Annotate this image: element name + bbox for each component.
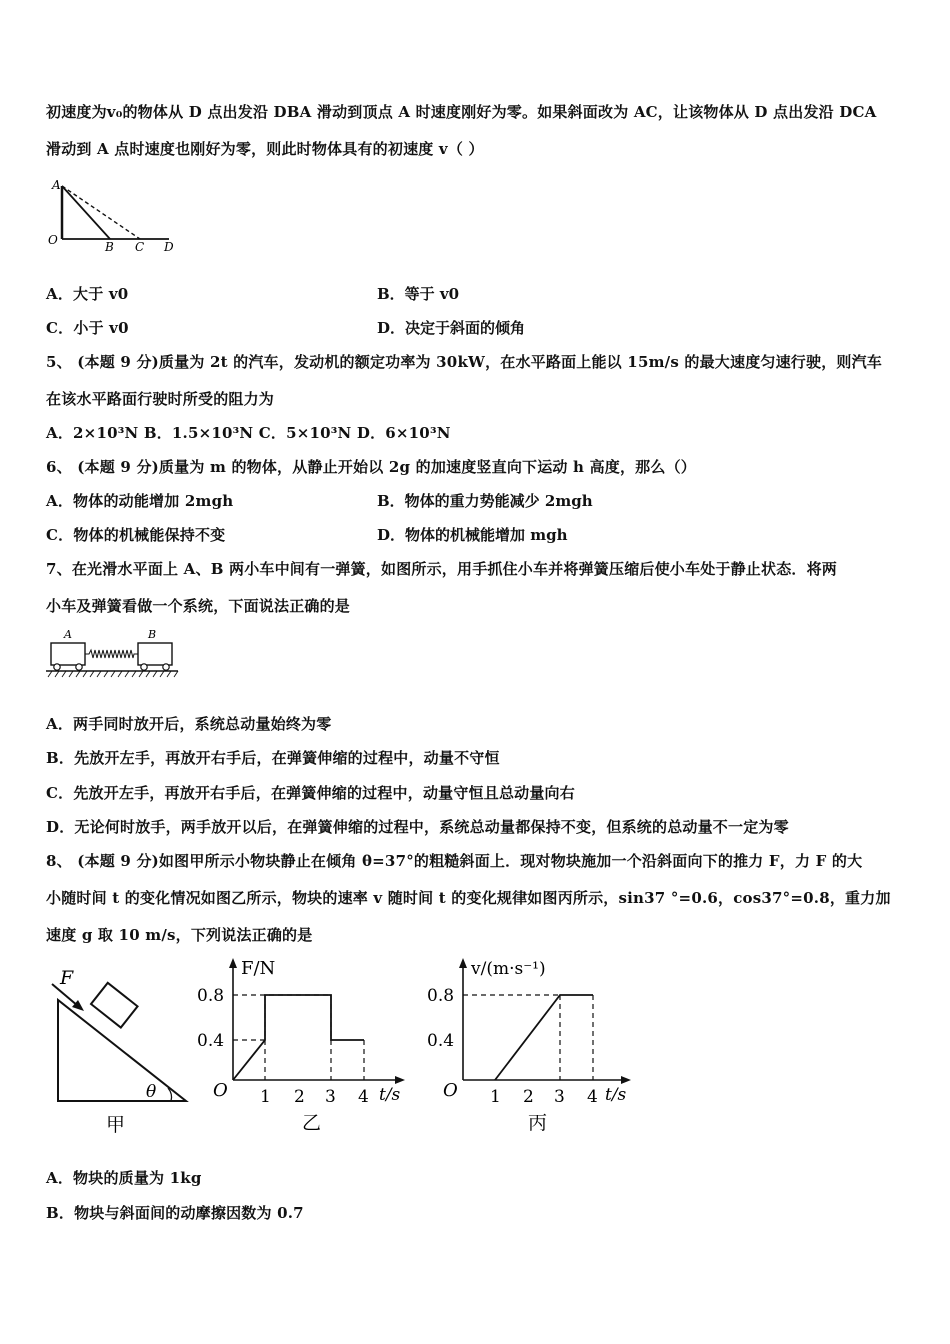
q8-yi-xtick-2: 3 bbox=[325, 1087, 336, 1107]
q4-label-A: A bbox=[52, 178, 61, 192]
q8-bing-series-line bbox=[495, 995, 593, 1080]
q4-stem-line1: 初速度为v₀的物体从 D 点出发沿 DBA 滑动到顶点 A 时速度刚好为零。如果斜面改为 AC，让该物体从 D 点出发沿 DCA bbox=[46, 103, 877, 121]
q7-option-a: A．两手同时放开后，系统总动量始终为零 bbox=[46, 715, 332, 733]
q8-yi-origin: O bbox=[213, 1080, 228, 1101]
q4-incline-figure bbox=[44, 175, 184, 255]
q8-yi-xtick-1: 2 bbox=[294, 1087, 305, 1107]
q8-fig-bing bbox=[425, 950, 645, 1140]
q8-bing-xlabel: t/s bbox=[605, 1085, 627, 1105]
q4-label-O: O bbox=[48, 233, 58, 247]
q8-jia-force-label: F bbox=[60, 967, 74, 989]
q8-bing-xtick-3: 4 bbox=[587, 1087, 598, 1107]
q8-stem-line2: 小随时间 t 的变化情况如图乙所示，物块的速率 v 随时间 t 的变化规律如图丙所示，sin37 °=0.6，cos37°=0.8，重力加 bbox=[46, 889, 891, 907]
q8-yi-xlabel: t/s bbox=[379, 1085, 401, 1105]
q8-yi-xtick-0: 1 bbox=[260, 1087, 271, 1107]
q4-stem-line2: 滑动到 A 点时速度也刚好为零，则此时物体具有的初速度 v（ ） bbox=[46, 140, 484, 158]
q7-label-B: B bbox=[148, 628, 157, 641]
q8-bing-origin: O bbox=[443, 1080, 458, 1101]
q6-stem: 6、 (本题 9 分)质量为 m 的物体，从静止开始以 2g 的加速度竖直向下运动 h 高度，那么（） bbox=[46, 458, 696, 476]
q8-bing-caption: 丙 bbox=[528, 1112, 548, 1134]
q8-bing-ytick-0: 0.8 bbox=[427, 986, 455, 1006]
q4-label-C: C bbox=[135, 240, 145, 254]
q4-option-d: D．决定于斜面的倾角 bbox=[377, 319, 526, 337]
q8-bing-xtick-1: 2 bbox=[523, 1087, 534, 1107]
q8-fig-jia bbox=[40, 960, 200, 1140]
q5-options: A．2×10³N B．1.5×10³N C．5×10³N D．6×10³N bbox=[46, 424, 451, 442]
q8-stem-line1: 8、 (本题 9 分)如图甲所示小物块静止在倾角 θ=37°的粗糙斜面上．现对物块施加一个沿斜面向下的推力 F，力 F 的大 bbox=[46, 852, 863, 870]
q7-stem-line1: 7、在光滑水平面上 A、B 两小车中间有一弹簧，如图所示，用手抓住小车并将弹簧压缩后使小车处于静止状态．将两 bbox=[46, 560, 838, 578]
q8-yi-series-line bbox=[233, 995, 364, 1080]
q8-yi-xtick-3: 4 bbox=[358, 1087, 369, 1107]
q8-jia-angle-label: θ bbox=[146, 1082, 157, 1102]
q6-option-c: C．物体的机械能保持不变 bbox=[46, 526, 226, 544]
q8-yi-ytick-1: 0.4 bbox=[197, 1031, 225, 1051]
q4-label-B: B bbox=[105, 240, 114, 254]
q8-yi-caption: 乙 bbox=[302, 1112, 322, 1134]
q5-stem-line1: 5、 (本题 9 分)质量为 2t 的汽车，发动机的额定功率为 30kW，在水平路面上能以 15m/s 的最大速度匀速行驶，则汽车 bbox=[46, 353, 882, 371]
q8-bing-ylabel: v/(m·s⁻¹) bbox=[471, 959, 546, 979]
q8-fig-yi bbox=[195, 950, 415, 1140]
q4-option-a: A．大于 v0 bbox=[46, 285, 129, 303]
q7-option-b: B．先放开左手，再放开右手后，在弹簧伸缩的过程中，动量不守恒 bbox=[46, 749, 500, 767]
q8-option-a: A．物块的质量为 1kg bbox=[46, 1169, 202, 1187]
q7-carts-figure bbox=[44, 626, 184, 680]
q6-option-d: D．物体的机械能增加 mgh bbox=[377, 526, 568, 544]
q8-jia-caption: 甲 bbox=[106, 1114, 126, 1136]
q6-option-b: B．物体的重力势能减少 2mgh bbox=[377, 492, 593, 510]
q8-yi-ytick-0: 0.8 bbox=[197, 986, 225, 1006]
q8-bing-ytick-1: 0.4 bbox=[427, 1031, 455, 1051]
q7-option-d: D．无论何时放手，两手放开以后，在弹簧伸缩的过程中，系统总动量都保持不变，但系统的总动量不一定为零 bbox=[46, 818, 789, 836]
q6-option-a: A．物体的动能增加 2mgh bbox=[46, 492, 234, 510]
q8-bing-xtick-2: 3 bbox=[554, 1087, 565, 1107]
q5-stem-line2: 在该水平路面行驶时所受的阻力为 bbox=[46, 390, 275, 408]
q7-stem-line2: 小车及弹簧看做一个系统，下面说法正确的是 bbox=[46, 597, 351, 615]
q8-option-b: B．物块与斜面间的动摩擦因数为 0.7 bbox=[46, 1204, 304, 1222]
q8-yi-ylabel: F/N bbox=[241, 958, 276, 979]
q8-stem-line3: 速度 g 取 10 m/s，下列说法正确的是 bbox=[46, 926, 313, 944]
q7-option-c: C．先放开左手，再放开右手后，在弹簧伸缩的过程中，动量守恒且总动量向右 bbox=[46, 784, 575, 802]
q4-option-b: B．等于 v0 bbox=[377, 285, 460, 303]
q4-label-D: D bbox=[164, 240, 174, 254]
q8-bing-xtick-0: 1 bbox=[490, 1087, 501, 1107]
q4-option-c: C．小于 v0 bbox=[46, 319, 129, 337]
q7-label-A: A bbox=[64, 628, 72, 641]
